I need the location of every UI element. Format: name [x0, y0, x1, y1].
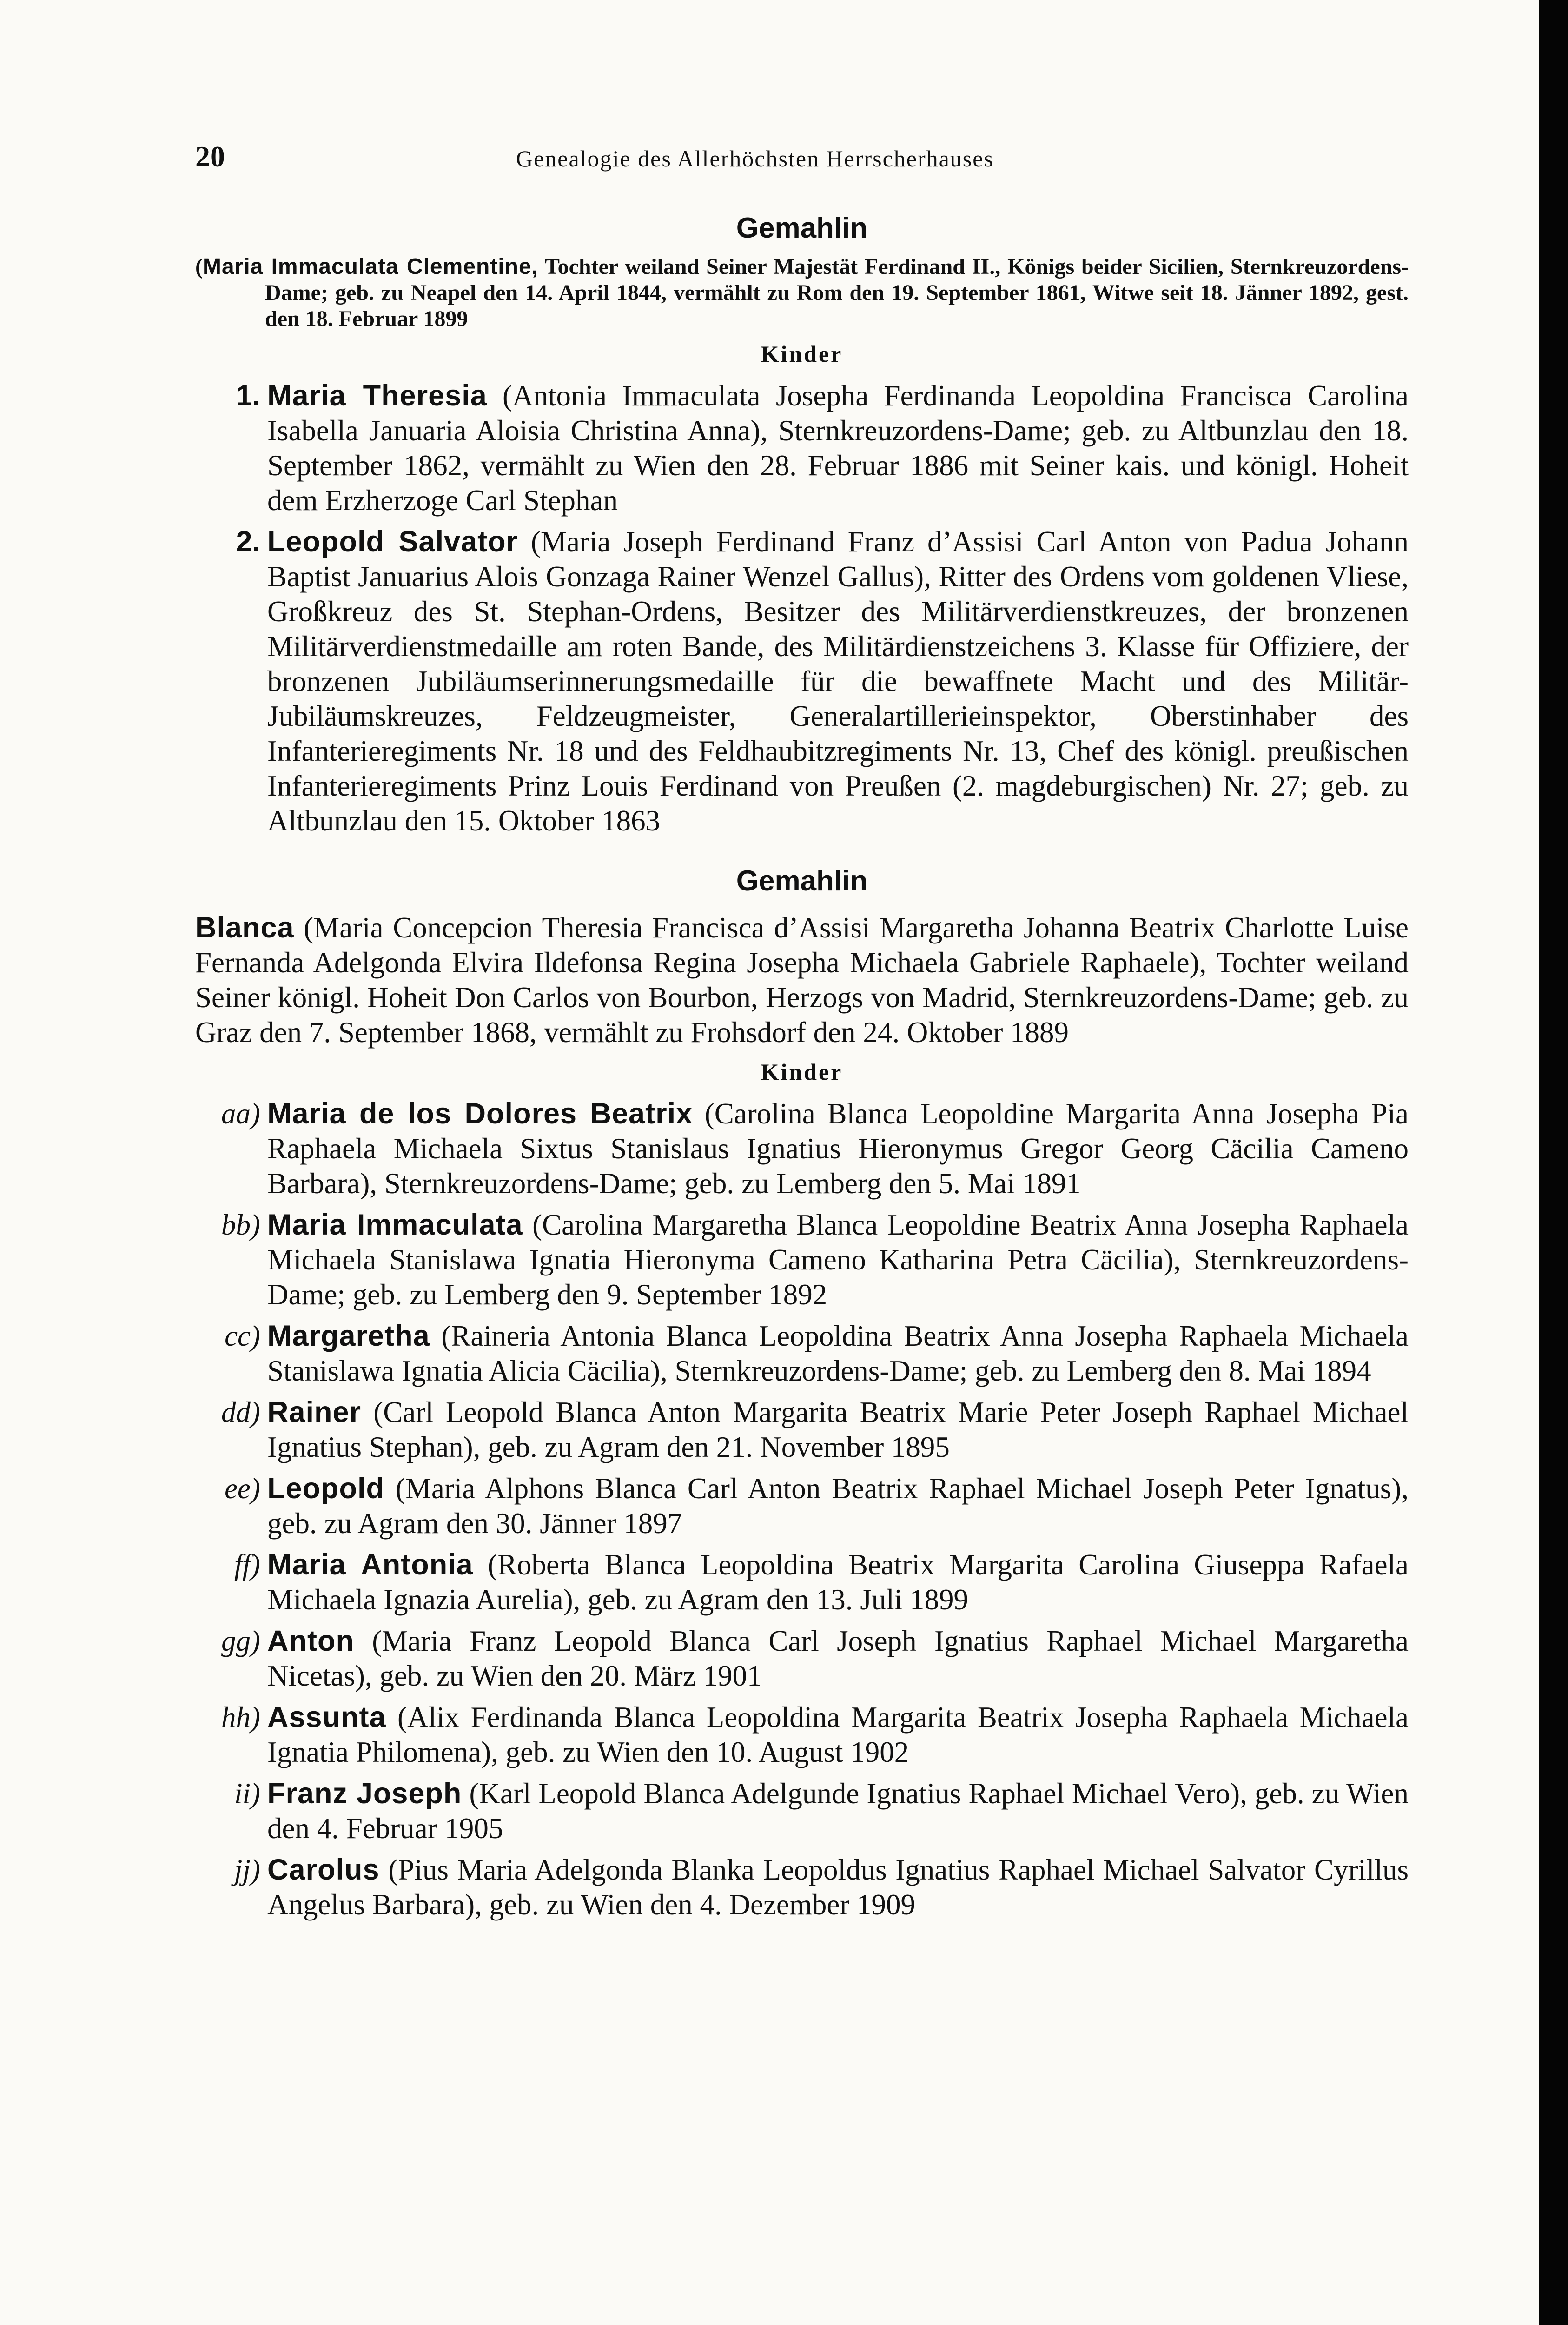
- child-entry: [195, 1776, 1409, 1846]
- child-entry: [195, 1853, 1409, 1922]
- child-entry: [195, 379, 1409, 518]
- child-text: (Roberta Blanca Leopoldina Beatrix Margarita Carolina Giuseppa Rafaela Michaela Ignazia Aurelia), geb. zu Agram den 13. Juli 1899: [267, 1548, 1409, 1616]
- child-label: 2.: [236, 525, 260, 558]
- child-label: bb): [221, 1209, 260, 1241]
- child-label: 1.: [236, 379, 260, 412]
- child-name: Maria Antonia: [267, 1548, 473, 1581]
- child-label: gg): [221, 1625, 260, 1657]
- child-name: Leopold Salvator: [267, 525, 518, 558]
- child-text: (Karl Leopold Blanca Adelgunde Ignatius Raphael Michael Vero), geb. zu Wien den 4. Februar 1905: [267, 1777, 1409, 1845]
- child-text: (Raineria Antonia Blanca Leopoldina Beatrix Anna Josepha Raphaela Michaela Stanislawa Ignatia Alicia Cäcilia), Sternkreuzordens-Dame; geb. zu Lemberg den 8. Mai 1894: [267, 1320, 1409, 1387]
- spouse-text-1: Tochter weiland Seiner Majestät Ferdinand II., Königs beider Sicilien, Sternkreuzordens-Dame; geb. zu Neapel den 14. April 1844, vermählt zu Rom den 19. September 1861, Witwe seit 18. Jänner 1892, gest. den 18. Februar 1899: [265, 254, 1409, 331]
- child-label: cc): [225, 1320, 260, 1352]
- child-name: Maria Immaculata: [267, 1209, 523, 1241]
- child-name: Rainer: [267, 1396, 362, 1428]
- child-name: Anton: [267, 1625, 354, 1657]
- child-text: (Alix Ferdinanda Blanca Leopoldina Margarita Beatrix Josepha Raphaela Michaela Ignatia Philomena), geb. zu Wien den 10. August 1902: [267, 1701, 1409, 1768]
- child-text: (Maria Joseph Ferdinand Franz d’Assisi Carl Anton von Padua Johann Baptist Januarius Alois Gonzaga Rainer Wenzel Gallus), Ritter des Ordens vom goldenen Vliese, Großkreuz des St. Stephan-Ordens, Besitzer des Militärverdienstkreuzes, der bronzenen Militärverdienstmedaille am roten Bande, des Militärdienstzeichens 3. Klasse für Offiziere, der bronzenen Jubiläumserinnerungsmedaille für die bewaffnete Macht und des Militär-Jubiläumskreuzes, Feldzeugmeister, Generalartillerieinspektor, Oberstinhaber des Infanterieregiments Nr. 18 und des Feldhaubitzregiments Nr. 13, Chef des königl. preußischen Infanterieregiments Prinz Louis Ferdinand von Preußen (2. magdeburgischen) Nr. 27; geb. zu Altbunzlau den 15. Oktober 1863: [267, 525, 1409, 837]
- child-name: Franz Joseph: [267, 1777, 462, 1810]
- spouse-entry-2: [195, 910, 1409, 1050]
- child-label: dd): [221, 1396, 260, 1428]
- spouse-text-2: (Maria Concepcion Theresia Francisca d’Assisi Margaretha Johanna Beatrix Charlotte Luise Fernanda Adelgonda Elvira Ildefonsa Regina Josepha Michaela Gabriele Raphaele), Tochter weiland Seiner königl. Hoheit Don Carlos von Bourbon, Herzogs von Madrid, Sternkreuzordens-Dame; geb. zu Graz den 7. September 1868, vermählt zu Frohsdorf den 24. Oktober 1889: [195, 911, 1409, 1049]
- page-content: [195, 212, 1409, 1929]
- children-heading-1: Kinder: [761, 341, 843, 367]
- child-text: (Pius Maria Adelgonda Blanka Leopoldus Ignatius Raphael Michael Salvator Cyrillus Angelus Barbara), geb. zu Wien den 4. Dezember 1909: [267, 1853, 1409, 1921]
- child-text: (Maria Franz Leopold Blanca Carl Joseph Ignatius Raphael Michael Margaretha Nicetas), geb. zu Wien den 20. März 1901: [267, 1625, 1409, 1692]
- child-text: (Carolina Margaretha Blanca Leopoldine Beatrix Anna Josepha Raphaela Michaela Stanislawa Ignatia Hieronyma Cameno Katharina Petra Cäcilia), Sternkreuzordens-Dame; geb. zu Lemberg den 9. September 1892: [267, 1209, 1409, 1311]
- page-header: [195, 140, 1404, 181]
- child-entry: [195, 525, 1409, 838]
- spouse-heading-1: Gemahlin: [736, 212, 868, 244]
- child-entry: [195, 1395, 1409, 1465]
- spouse-prefix: (: [195, 254, 203, 279]
- running-title: Genealogie des Allerhöchsten Herrscherhauses: [516, 146, 994, 172]
- spouse-entry-1: [195, 254, 1409, 332]
- child-label: ii): [234, 1777, 260, 1810]
- child-text: (Carl Leopold Blanca Anton Margarita Beatrix Marie Peter Joseph Raphael Michael Ignatius Stephan), geb. zu Agram den 21. November 1895: [267, 1396, 1409, 1463]
- spouse-name-2: Blanca: [195, 911, 294, 944]
- child-name: Margaretha: [267, 1320, 430, 1352]
- page-number: 20: [195, 140, 225, 173]
- child-label: ee): [225, 1472, 260, 1505]
- child-label: aa): [221, 1097, 260, 1130]
- child-label: hh): [221, 1701, 260, 1734]
- child-name: Assunta: [267, 1701, 386, 1734]
- child-name: Carolus: [267, 1853, 380, 1886]
- child-text: (Carolina Blanca Leopoldine Margarita Anna Josepha Pia Raphaela Michaela Sixtus Stanislaus Ignatius Hieronymus Gregor Georg Cäcilia Cameno Barbara), Sternkreuzordens-Dame; geb. zu Lemberg den 5. Mai 1891: [267, 1097, 1409, 1200]
- scan-edge: [1539, 0, 1568, 2325]
- child-label: jj): [234, 1853, 260, 1886]
- spouse-heading-2: Gemahlin: [736, 865, 868, 897]
- child-label: ff): [234, 1548, 260, 1581]
- child-entry: [195, 1700, 1409, 1770]
- child-text: (Antonia Immaculata Josepha Ferdinanda Leopoldina Francisca Carolina Isabella Januaria Aloisia Christina Anna), Sternkreuzordens-Dame; geb. zu Altbunzlau den 18. September 1862, vermählt zu Wien den 28. Februar 1886 mit Seiner kais. und königl. Hoheit dem Erzherzoge Carl Stephan: [267, 379, 1409, 517]
- child-text: (Maria Alphons Blanca Carl Anton Beatrix Raphael Michael Joseph Peter Ignatus), geb. zu Agram den 30. Jänner 1897: [267, 1472, 1409, 1540]
- child-name: Maria Theresia: [267, 379, 487, 412]
- children-heading-2: Kinder: [761, 1059, 843, 1085]
- child-entry: [195, 1208, 1409, 1312]
- child-entry: [195, 1548, 1409, 1617]
- child-entry: [195, 1319, 1409, 1388]
- spouse-name-1: Maria Immaculata Clementine,: [202, 254, 538, 279]
- child-name: Leopold: [267, 1472, 384, 1505]
- child-name: Maria de los Dolores Beatrix: [267, 1097, 693, 1130]
- child-entry: [195, 1096, 1409, 1201]
- child-entry: [195, 1624, 1409, 1694]
- child-entry: [195, 1471, 1409, 1541]
